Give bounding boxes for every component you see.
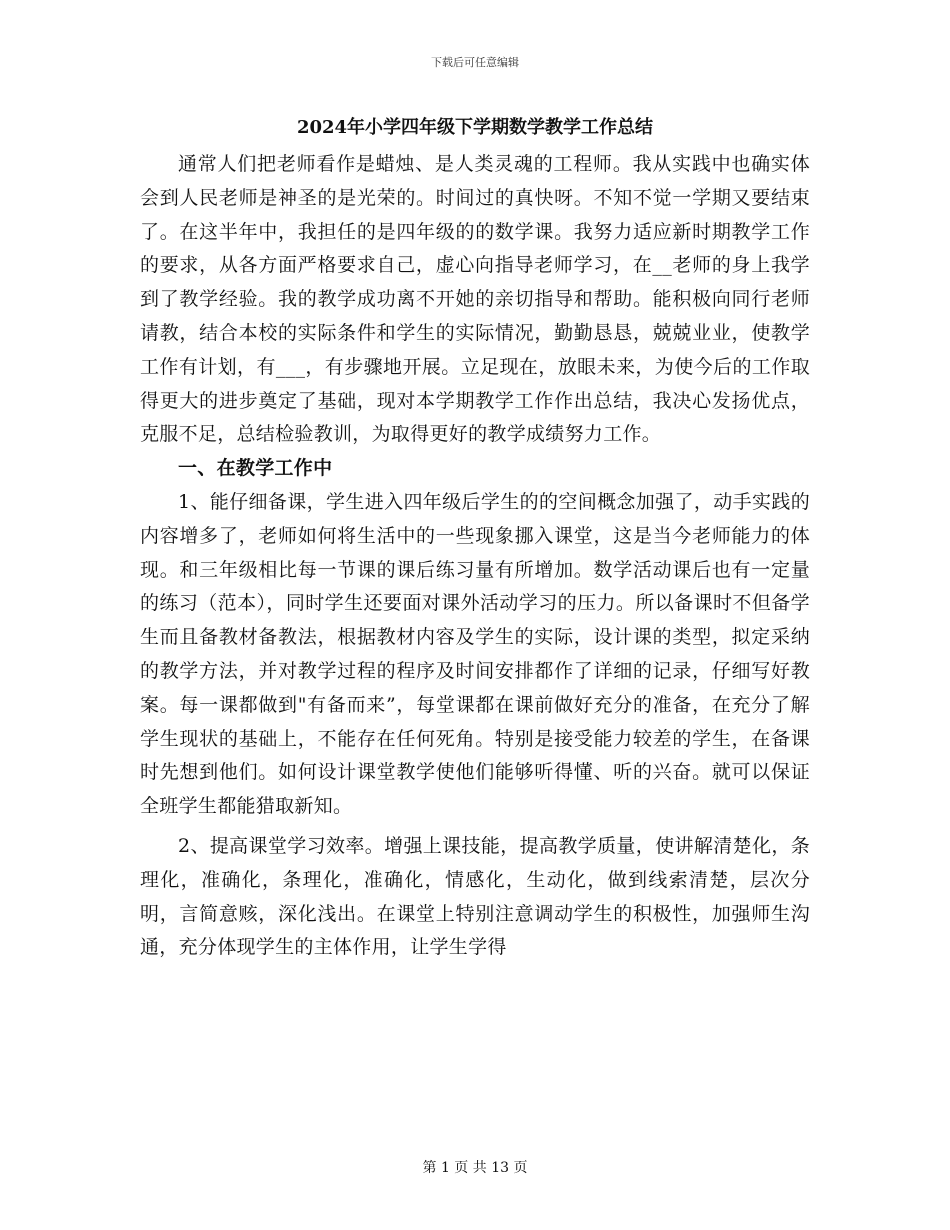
page-number-footer: 第 1 页 共 13 页: [422, 1160, 528, 1176]
document-title: 2024年小学四年级下学期数学教学工作总结: [296, 117, 654, 138]
section-heading-teaching-work: 一、在教学工作中: [178, 457, 333, 480]
header-note: 下载后可任意编辑: [431, 56, 519, 69]
document-body: [140, 148, 810, 965]
paragraph-classroom-efficiency: 2、提高课堂学习效率。增强上课技能，提高教学质量，使讲解清楚化，条理化，准确化，条理化，准确化，情感化，生动化，做到线索清楚，层次分明，言简意赅，深化浅出。在课堂上特别注意调动学生的积极性，加强师生沟通，充分体现学生的主体作用，让学生学得: [140, 834, 810, 959]
paragraph-lesson-preparation: 1、能仔细备课，学生进入四年级后学生的的空间概念加强了，动手实践的内容增多了，老师如何将生活中的一些现象挪入课堂，这是当今老师能力的体现。和三年级相比每一节课的课后练习量有所增加。数学活动课后也有一定量的练习（范本），同时学生还要面对课外活动学习的压力。所以备课时不但备学生而且备教材备教法，根据教材内容及学生的实际，设计课的类型，拟定采纳的教学方法，并对教学过程的程序及时间安排都作了详细的记录，仔细写好教案。每一课都做到"有备而来”，每堂课都在课前做好充分的准备，在充分了解学生现状的基础上，不能存在任何死角。特别是接受能力较差的学生，在备课时先想到他们。如何设计课堂教学使他们能够听得懂、听的兴奋。就可以保证全班学生都能猎取新知。: [140, 490, 810, 818]
paragraph-intro: 通常人们把老师看作是蜡烛、是人类灵魂的工程师。我从实践中也确实体会到人民老师是神圣的是光荣的。时间过的真快呀。不知不觉一学期又要结束了。在这半年中，我担任的是四年级的的数学课。我努力适应新时期教学工作的要求，从各方面严格要求自己，虚心向指导老师学习，在__老师的身上我学到了教学经验。我的教学成功离不开她的亲切指导和帮助。能积极向同行老师请教，结合本校的实际条件和学生的实际情况，勤勤恳恳，兢兢业业，使教学工作有计划，有___，有步骤地开展。立足现在，放眼未来，为使今后的工作取得更大的进步奠定了基础，现对本学期教学工作作出总结，我决心发扬优点，克服不足，总结检验教训，为取得更好的教学成绩努力工作。: [140, 153, 810, 446]
